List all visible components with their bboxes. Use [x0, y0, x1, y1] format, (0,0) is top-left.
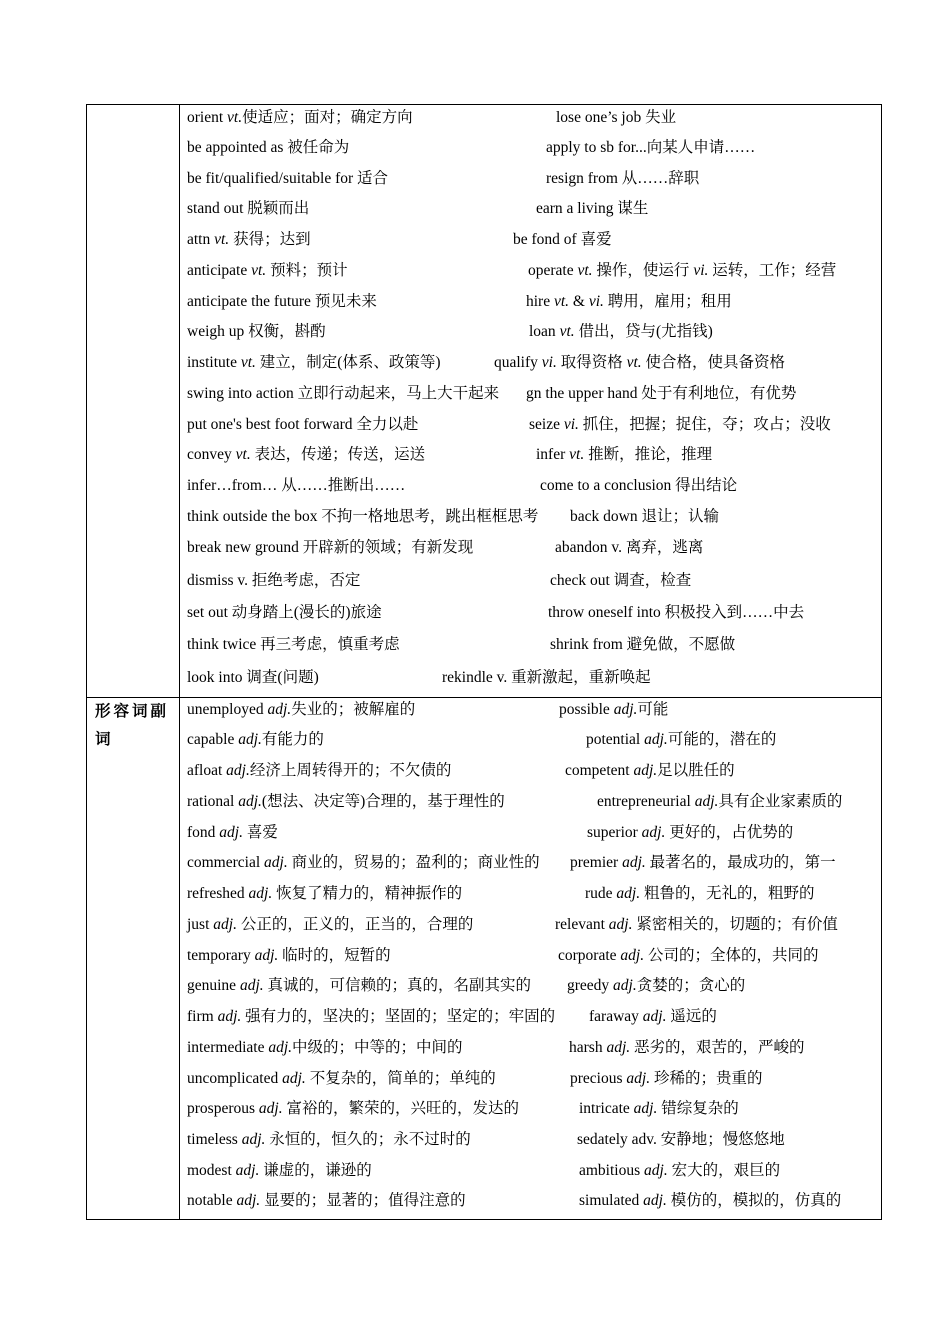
- vocab-line: [187, 350, 877, 376]
- vocab-entry-left: stand out 脱颖而出: [187, 200, 310, 217]
- vocab-entry-left: weigh up 权衡，斟酌: [187, 323, 326, 340]
- vocab-entry-left: think twice 再三考虑，慎重考虑: [187, 636, 400, 653]
- vocab-entry-left: set out 动身踏上(漫长的)旅途: [187, 604, 382, 621]
- vocab-entry-right: back down 退让；认输: [570, 508, 719, 525]
- vocab-line: [187, 442, 877, 468]
- vocab-entry-left: commercial adj. 商业的，贸易的；盈利的；商业性的: [187, 854, 540, 871]
- vocab-line: [187, 289, 877, 315]
- vocab-entry-right: seize vi. 抓住，把握；捉住，夺；攻占；没收: [529, 416, 831, 433]
- vocab-entry-left: modest adj. 谦虚的，谦逊的: [187, 1162, 372, 1179]
- vocab-line: [187, 504, 877, 530]
- vocab-entry-right: abandon v. 离弃，逃离: [555, 539, 704, 556]
- vocab-line: [187, 1035, 877, 1061]
- vocab-line: [187, 105, 877, 131]
- vocabulary-table: [86, 104, 882, 1220]
- vocab-line: [187, 227, 877, 253]
- vocab-entry-left: swing into action 立即行动起来，马上大干起来: [187, 385, 500, 402]
- vocab-entry-right: qualify vi. 取得资格 vt. 使合格，使具备资格: [494, 354, 786, 371]
- vocab-entry-right: possible adj.可能: [559, 701, 669, 718]
- vocab-entry-right: relevant adj. 紧密相关的，切题的；有价值: [555, 916, 838, 933]
- vocab-line: [187, 381, 877, 407]
- vocab-entry-left: infer…from… 从……推断出……: [187, 477, 406, 494]
- vocab-entry-left: dismiss v. 拒绝考虑，否定: [187, 572, 361, 589]
- vocab-entry-right: harsh adj. 恶劣的，艰苦的，严峻的: [569, 1039, 805, 1056]
- vocab-line: [187, 727, 877, 753]
- vocab-entry-right: corporate adj. 公司的；全体的，共同的: [558, 947, 819, 964]
- vocab-entry-right: precious adj. 珍稀的；贵重的: [570, 1070, 763, 1087]
- vocab-entry-left: look into 调查(问题): [187, 669, 319, 686]
- vocab-entry-left: intermediate adj.中级的；中等的；中间的: [187, 1039, 463, 1056]
- vocab-entry-right: throw oneself into 积极投入到……中去: [548, 604, 805, 621]
- vocab-entry-right: come to a conclusion 得出结论: [540, 477, 738, 494]
- vocab-entry-right: potential adj.可能的，潜在的: [586, 731, 777, 748]
- vocab-entry-left: think outside the box 不拘一格地思考，跳出框框思考: [187, 508, 539, 525]
- vocab-entry-right: earn a living 谋生: [536, 200, 649, 217]
- vocab-line: [187, 1096, 877, 1122]
- vocab-line: [187, 196, 877, 222]
- vocab-line: [187, 412, 877, 438]
- vocab-line: [187, 943, 877, 969]
- vocab-entry-right: be fond of 喜爱: [513, 231, 612, 248]
- vocab-line: [187, 135, 877, 161]
- vocab-line: [187, 1158, 877, 1184]
- vocab-entry-left: timeless adj. 永恒的，恒久的；永不过时的: [187, 1131, 471, 1148]
- vocab-entry-left: break new ground 开辟新的领域；有新发现: [187, 539, 474, 556]
- vocab-line: [187, 665, 877, 691]
- column-divider: [179, 105, 180, 1219]
- vocab-entry-left: afloat adj.经济上周转得开的；不欠债的: [187, 762, 452, 779]
- vocab-entry-left: just adj. 公正的，正义的，正当的，合理的: [187, 916, 474, 933]
- vocab-entry-right: infer vt. 推断，推论，推理: [536, 446, 713, 463]
- vocab-entry-left: attn vt. 获得；达到: [187, 231, 311, 248]
- vocab-line: [187, 820, 877, 846]
- vocab-entry-left: put one's best foot forward 全力以赴: [187, 416, 419, 433]
- vocab-line: [187, 1004, 877, 1030]
- vocab-entry-right: intricate adj. 错综复杂的: [579, 1100, 739, 1117]
- vocab-line: [187, 881, 877, 907]
- vocab-line: [187, 973, 877, 999]
- vocab-entry-right: ambitious adj. 宏大的，艰巨的: [579, 1162, 781, 1179]
- vocab-line: [187, 758, 877, 784]
- vocab-entry-right: faraway adj. 遥远的: [589, 1008, 717, 1025]
- vocab-entry-left: orient vt.使适应；面对；确定方向: [187, 109, 413, 126]
- vocab-line: [187, 789, 877, 815]
- vocab-line: [187, 1188, 877, 1214]
- vocab-line: [187, 850, 877, 876]
- vocab-line: [187, 600, 877, 626]
- vocab-entry-right: entrepreneurial adj.具有企业家素质的: [597, 793, 843, 810]
- vocab-line: [187, 473, 877, 499]
- vocab-entry-left: temporary adj. 临时的，短暂的: [187, 947, 391, 964]
- vocab-entry-right: operate vt. 操作，使运行 vi. 运转，工作；经营: [528, 262, 837, 279]
- vocab-entry-left: capable adj.有能力的: [187, 731, 324, 748]
- vocab-entry-right: premier adj. 最著名的，最成功的，第一: [570, 854, 836, 871]
- vocab-entry-right: simulated adj. 模仿的，模拟的，仿真的: [579, 1192, 842, 1209]
- vocab-line: [187, 632, 877, 658]
- vocab-entry-right: rekindle v. 重新激起，重新唤起: [442, 669, 651, 686]
- vocab-entry-left: anticipate the future 预见未来: [187, 293, 377, 310]
- section-label-adjectives-adverbs: 形容词副词: [95, 702, 170, 748]
- vocab-entry-right: shrink from 避免做，不愿做: [550, 636, 736, 653]
- vocab-line: [187, 912, 877, 938]
- vocab-entry-left: genuine adj. 真诚的，可信赖的；真的，名副其实的: [187, 977, 532, 994]
- vocab-entry-right: competent adj.足以胜任的: [565, 762, 735, 779]
- vocab-entry-right: sedately adv. 安静地；慢悠悠地: [577, 1131, 785, 1148]
- vocab-line: [187, 535, 877, 561]
- vocab-line: [187, 697, 877, 723]
- vocab-entry-right: loan vt. 借出，贷与(尤指钱): [529, 323, 713, 340]
- vocab-entry-left: unemployed adj.失业的；被解雇的: [187, 701, 416, 718]
- vocab-entry-right: hire vt. & vi. 聘用，雇用；租用: [526, 293, 732, 310]
- vocab-entry-right: superior adj. 更好的，占优势的: [587, 824, 794, 841]
- vocab-entry-left: fond adj. 喜爱: [187, 824, 278, 841]
- vocab-entry-right: apply to sb for...向某人申请……: [546, 139, 756, 156]
- vocab-line: [187, 1127, 877, 1153]
- vocab-entry-left: notable adj. 显要的；显著的；值得注意的: [187, 1192, 466, 1209]
- vocab-entry-left: uncomplicated adj. 不复杂的，简单的；单纯的: [187, 1070, 496, 1087]
- vocab-entry-right: rude adj. 粗鲁的，无礼的，粗野的: [585, 885, 815, 902]
- vocab-entry-right: resign from 从……辞职: [546, 170, 700, 187]
- vocab-line: [187, 568, 877, 594]
- vocab-entry-left: prosperous adj. 富裕的，繁荣的，兴旺的，发达的: [187, 1100, 519, 1117]
- vocab-entry-left: rational adj.(想法、决定等)合理的，基于理性的: [187, 793, 505, 810]
- vocab-entry-right: check out 调查，检查: [550, 572, 692, 589]
- vocab-entry-right: gn the upper hand 处于有利地位，有优势: [526, 385, 797, 402]
- vocab-entry-left: anticipate vt. 预料；预计: [187, 262, 348, 279]
- vocab-line: [187, 1066, 877, 1092]
- vocab-entry-right: lose one’s job 失业: [556, 109, 677, 126]
- vocab-line: [187, 166, 877, 192]
- vocab-entry-left: convey vt. 表达，传递；传送，运送: [187, 446, 426, 463]
- vocab-line: [187, 258, 877, 284]
- vocab-entry-left: firm adj. 强有力的，坚决的；坚固的；坚定的；牢固的: [187, 1008, 556, 1025]
- vocab-entry-left: refreshed adj. 恢复了精力的，精神振作的: [187, 885, 463, 902]
- vocab-entry-left: be fit/qualified/suitable for 适合: [187, 170, 389, 187]
- vocab-entry-left: be appointed as 被任命为: [187, 139, 350, 156]
- vocab-entry-right: greedy adj.贪婪的；贪心的: [567, 977, 746, 994]
- vocab-entry-left: institute vt. 建立，制定(体系、政策等): [187, 354, 441, 371]
- vocab-line: [187, 319, 877, 345]
